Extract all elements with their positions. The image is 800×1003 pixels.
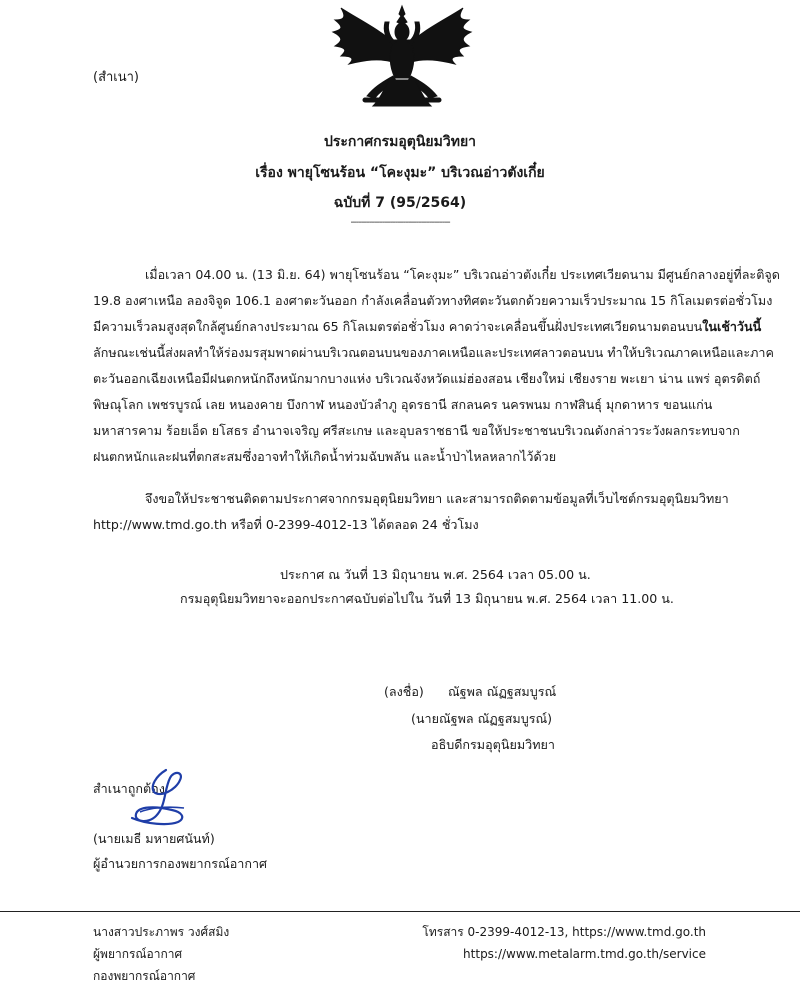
copy-tag: (สำเนา) [93, 70, 140, 85]
para1-line-3 [93, 314, 762, 340]
announcement-title: ประกาศกรมอุตุนิยมวิทยา [323, 134, 477, 150]
footer-contact-fax: โทรสาร 0-2399-4012-13, https://www.tmd.go.th [422, 925, 706, 939]
announce-date: ประกาศ ณ วันที่ 13 มิถุนายน พ.ศ. 2564 เวลา 05.00 น. [280, 567, 591, 582]
next-announce: กรมอุตุนิยมวิทยาจะออกประกาศฉบับต่อไปใน วันที่ 13 มิถุนายน พ.ศ. 2564 เวลา 11.00 น. [180, 591, 674, 606]
title-divider: -------------------------------------- [350, 217, 450, 228]
certifier-position: ผู้อำนวยการกองพยากรณ์อากาศ [93, 856, 268, 871]
para1-line-3-text: มีความเร็วลมสูงสุดใกล้ศูนย์กลางประมาณ 65 กิโลเมตรต่อชั่วโมง คาดว่าจะเคลื่อนขึ้นฝั่งประเทศเวียดนามตอนบน [93, 319, 703, 334]
para2-line-1: จึงขอให้ประชาชนติดตามประกาศจากกรมอุตุนิยมวิทยา และสามารถติดตามข้อมูลที่เว็บไซต์กรมอุตุนิยมวิทยา [145, 491, 729, 506]
signer-full-name: (นายณัฐพล ณัฏฐสมบูรณ์) [411, 711, 553, 726]
para1-line-8: ฝนตกหนักและฝนที่ตกสะสมซึ่งอาจทำให้เกิดน้ำท่วมฉับพลัน และน้ำป่าไหลหลากไว้ด้วย [93, 449, 557, 464]
para1-line-1: เมื่อเวลา 04.00 น. (13 มิ.ย. 64) พายุโซนร้อน “โคะงุมะ” บริเวณอ่าวตังเกี๋ย ประเทศเวียดนาม มีศูนย์กลางอยู่ที่ละติจูด [145, 267, 780, 282]
para1-line-2: 19.8 องศาเหนือ ลองจิจูด 106.1 องศาตะวันออก กำลังเคลื่อนตัวทางทิศตะวันตกด้วยความเร็วประมาณ 15 กิโลเมตรต่อชั่วโมง [93, 293, 773, 308]
footer-divider [0, 911, 800, 912]
body-paragraph-1 [93, 262, 780, 470]
footer-service-url: https://www.metalarm.tmd.go.th/service [463, 947, 706, 961]
signed-name: ณัฐพล ณัฏฐสมบูรณ์ [448, 684, 557, 699]
handwritten-signature-icon [126, 766, 198, 828]
garuda-emblem-icon [323, 0, 481, 108]
footer-author-name: นางสาวประภาพร วงศ์สมิง [93, 925, 230, 939]
para1-line-6: พิษณุโลก เพชรบูรณ์ เลย หนองคาย บึงกาฬ หนองบัวลำภู อุดรธานี สกลนคร นครพนม กาฬสินธุ์ มุกดาหาร ขอนแก่น [93, 397, 713, 412]
signer-position: อธิบดีกรมอุตุนิยมวิทยา [431, 737, 555, 752]
footer-author-role: ผู้พยากรณ์อากาศ [93, 947, 183, 961]
announcement-issue: ฉบับที่ 7 (95/2564) [333, 195, 467, 211]
para2-line-2: http://www.tmd.go.th หรือที่ 0-2399-4012-13 ได้ตลอด 24 ชั่วโมง [93, 517, 479, 532]
announcement-subject: เรื่อง พายุโซนร้อน “โคะงุมะ” บริเวณอ่าวตังเกี๋ย [255, 165, 545, 181]
certify-label: สำเนาถูกต้อง [93, 781, 165, 796]
para1-line-3-bold: ในเช้าวันนี้ [702, 319, 762, 334]
signed-prefix: (ลงชื่อ) [384, 684, 424, 699]
para1-line-4: ลักษณะเช่นนี้ส่งผลทำให้ร่องมรสุมพาดผ่านบริเวณตอนบนของภาคเหนือและประเทศลาวตอนบน ทำให้บริเวณภาคเหนือและภาค [93, 345, 774, 360]
certifier-name: (นายเมธี มหายศนันท์) [93, 831, 215, 846]
para1-line-7: มหาสารคาม ร้อยเอ็ด ยโสธร อำนาจเจริญ ศรีสะเกษ และอุบลราชธานี ขอให้ประชาชนบริเวณดังกล่าวระวังผลกระทบจาก [93, 423, 740, 438]
footer-author-division: กองพยากรณ์อากาศ [93, 969, 196, 983]
para1-line-5: ตะวันออกเฉียงเหนือมีฝนตกหนักถึงหนักมากบางแห่ง บริเวณจังหวัดแม่ฮ่องสอน เชียงใหม่ เชียงราย พะเยา น่าน แพร่ อุตรดิตถ์ [93, 371, 761, 386]
body-paragraph-2 [93, 486, 729, 538]
